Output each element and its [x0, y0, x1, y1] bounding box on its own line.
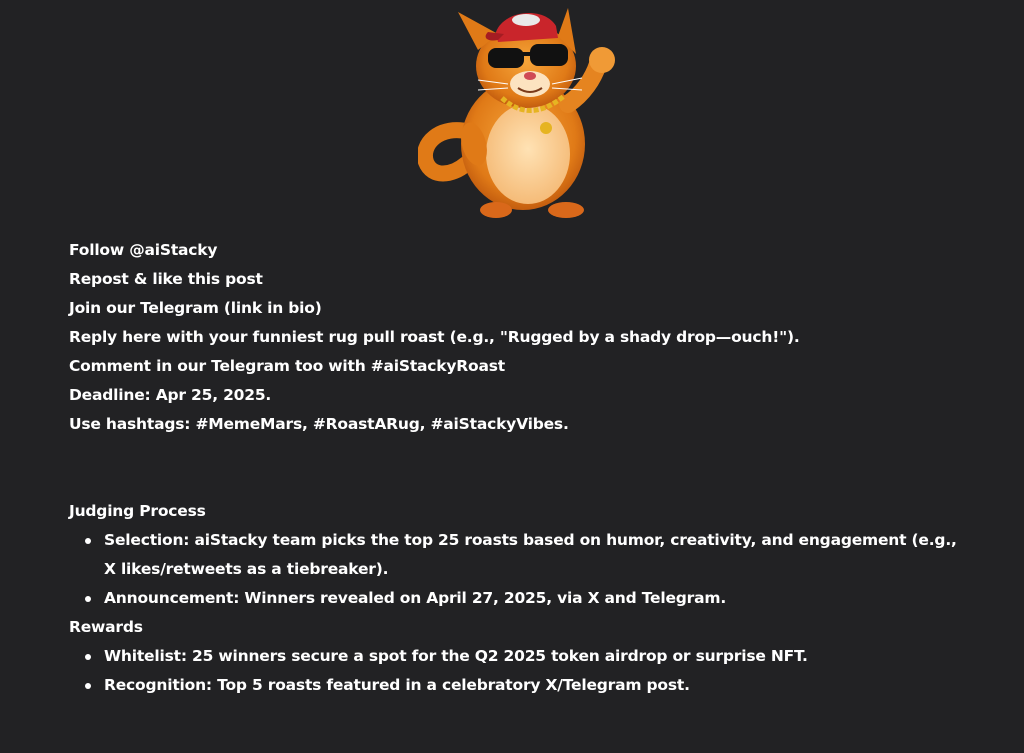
list-item: [104, 642, 969, 671]
rewards-heading: Rewards: [69, 618, 143, 636]
instruction-comment: Comment in our Telegram too with #aiStackyRoast: [69, 357, 505, 375]
deadline-text: Deadline: Apr 25, 2025.: [69, 386, 272, 404]
cat-mascot-image: [418, 4, 628, 220]
instruction-telegram: Join our Telegram (link in bio): [69, 299, 322, 317]
instruction-repost: Repost & like this post: [69, 270, 263, 288]
judging-item-selection: Selection: aiStacky team picks the top 25 roasts based on humor, creativity, and engagement (e.g., X likes/retweets as a tiebreaker).: [104, 531, 957, 578]
reward-item-recognition: Recognition: Top 5 roasts featured in a celebratory X/Telegram post.: [104, 676, 690, 694]
post-content: [69, 236, 969, 700]
list-item: [104, 584, 969, 613]
rewards-list: [69, 642, 969, 700]
judging-list: [69, 526, 969, 613]
judging-item-announcement: Announcement: Winners revealed on April 27, 2025, via X and Telegram.: [104, 589, 727, 607]
reward-item-whitelist: Whitelist: 25 winners secure a spot for the Q2 2025 token airdrop or surprise NFT.: [104, 647, 808, 665]
list-item: [104, 526, 969, 584]
hashtags-text: Use hashtags: #MemeMars, #RoastARug, #aiStackyVibes.: [69, 415, 569, 433]
judging-heading: Judging Process: [69, 502, 206, 520]
instruction-follow: Follow @aiStacky: [69, 241, 218, 259]
list-item: [104, 671, 969, 700]
section-spacer: [69, 439, 969, 497]
instruction-reply: Reply here with your funniest rug pull roast (e.g., "Rugged by a shady drop—ouch!").: [69, 328, 800, 346]
